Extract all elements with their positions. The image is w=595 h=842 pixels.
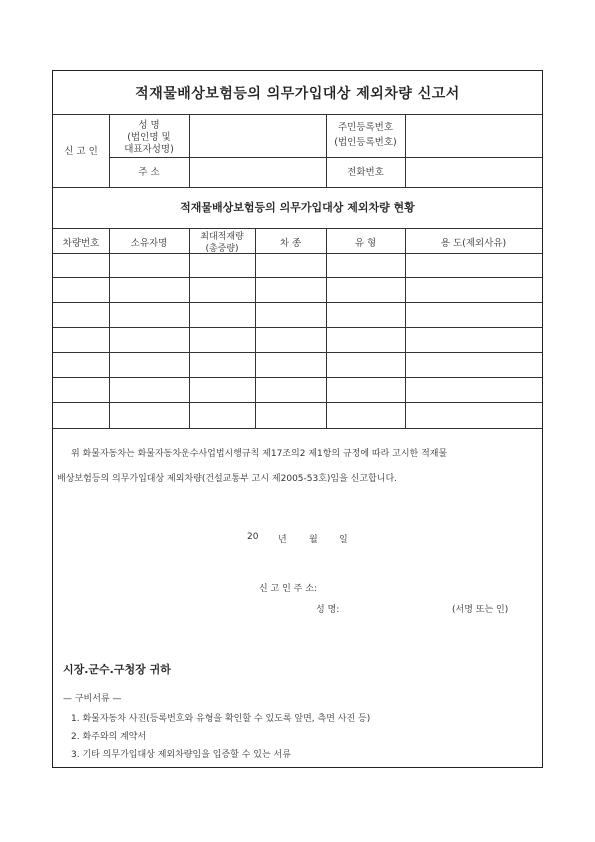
addressee: 시장.군수.구청장 귀하 [63, 663, 171, 676]
attachments-heading: — 구비서류 — [63, 694, 122, 704]
sign-address-label: 신 고 인 주 소: [259, 584, 317, 594]
name-field[interactable] [190, 115, 325, 157]
reg-number-field[interactable] [406, 115, 541, 157]
statement-line: 위 화물자동차는 화물자동차운수사업법시행규칙 제17조의2 제1항의 규정에 따라 고시한 적재물 [71, 449, 448, 459]
reg-number-sub-label: (법인등록번호) [334, 137, 397, 148]
declaration-form [52, 70, 543, 768]
name-label: 성 명 [138, 120, 160, 131]
header-owner-name: 소유자명 [130, 238, 168, 249]
header-max-load: 최대적재량 [200, 232, 244, 242]
name-sub-label: (법인명 및 [127, 132, 171, 143]
header-purpose: 용 도(제외사유) [440, 238, 507, 249]
header-vehicle-type: 차 종 [279, 238, 302, 249]
date-month: 월 [309, 535, 318, 545]
reg-number-label: 주민등록번호 [337, 122, 394, 133]
statement-line: 배상보험등의 의무가입대상 제외차량(건설교통부 고시 제2005-53호)임을 신고합니다. [57, 474, 398, 484]
phone-label: 전화번호 [347, 167, 384, 178]
attachment-item: 3. 기타 의무가입대상 제외차량임을 입증할 수 있는 서류 [71, 750, 291, 760]
divider [53, 228, 542, 229]
header-form-type: 유 형 [354, 238, 377, 249]
header-vehicle-number: 차량번호 [62, 238, 100, 249]
form-title: 적재물배상보험등의 의무가입대상 제외차량 신고서 [135, 86, 460, 102]
divider [53, 428, 542, 429]
address-field[interactable] [190, 158, 325, 187]
sign-name-label: 성 명: [316, 605, 340, 615]
date-year-prefix: 20 [247, 532, 259, 542]
address-label: 주 소 [138, 167, 160, 178]
name-sub-label: 대표자성명) [124, 144, 174, 155]
status-title: 적재물배상보험등의 의무가입대상 제외차량 현황 [180, 201, 415, 214]
attachment-item: 1. 화물자동차 사진(등록번호와 유형을 확인할 수 있도록 앞면, 측면 사진 등) [71, 714, 371, 724]
date-year: 년 [278, 535, 287, 545]
phone-field[interactable] [406, 158, 541, 187]
date-day: 일 [339, 535, 348, 545]
sign-note: (서명 또는 인) [452, 605, 509, 615]
vehicle-table-body[interactable] [53, 253, 542, 428]
header-max-load-sub: (총중량) [205, 244, 239, 254]
declarant-label: 신 고 인 [64, 146, 98, 157]
divider [53, 187, 542, 188]
attachment-item: 2. 화주와의 계약서 [71, 732, 147, 742]
